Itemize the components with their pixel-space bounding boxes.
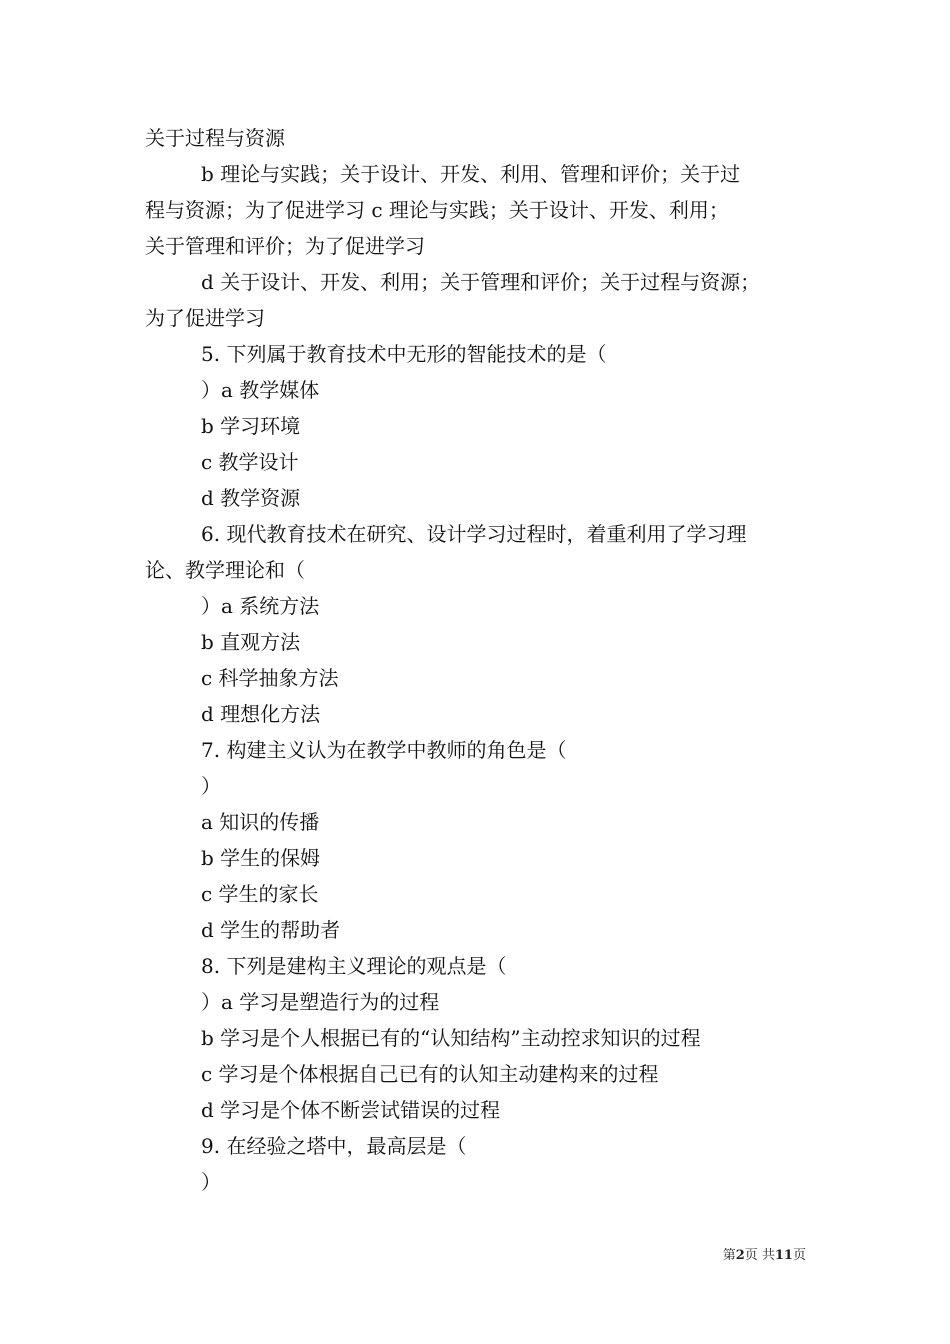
answer-option: b 学生的保姆 (201, 846, 321, 870)
answer-option: c 学生的家长 (201, 882, 319, 906)
answer-option: b 学习是个人根据已有的“认知结构”主动控求知识的过程 (201, 1026, 701, 1050)
page-footer (0, 1247, 806, 1265)
answer-option: ）a 学习是塑造行为的过程 (201, 990, 440, 1014)
answer-option: c 科学抽象方法 (201, 666, 339, 690)
question-stem: 7. 构建主义认为在教学中教师的角色是（ (201, 738, 567, 762)
answer-option: b 直观方法 (201, 630, 301, 654)
question-stem: 5. 下列属于教育技术中无形的智能技术的是（ (201, 342, 607, 366)
question-stem: ） (201, 1170, 221, 1194)
text-line: b 理论与实践；关于设计、开发、利用、管理和评价；关于过 (201, 162, 741, 186)
footer-suffix: 页 (792, 1248, 806, 1263)
text-line: d 关于设计、开发、利用；关于管理和评价；关于过程与资源； (201, 270, 761, 294)
answer-option: c 教学设计 (201, 450, 299, 474)
answer-option: d 学生的帮助者 (201, 918, 341, 942)
answer-option: ）a 教学媒体 (201, 378, 320, 402)
question-stem: 6. 现代教育技术在研究、设计学习过程时，着重利用了学习理 (201, 522, 747, 546)
text-line: 关于过程与资源 (145, 126, 285, 150)
current-page-number: 2 (735, 1248, 745, 1263)
text-line: 为了促进学习 (145, 306, 265, 330)
question-stem: 9. 在经验之塔中，最高层是（ (201, 1134, 467, 1158)
footer-prefix: 第 (722, 1248, 736, 1263)
page-body (145, 120, 815, 1200)
answer-option: b 学习环境 (201, 414, 301, 438)
answer-option: d 理想化方法 (201, 702, 321, 726)
text-line: 程与资源；为了促进学习 c 理论与实践；关于设计、开发、利用； (145, 198, 729, 222)
answer-option: d 学习是个体不断尝试错误的过程 (201, 1098, 501, 1122)
total-page-count: 11 (774, 1248, 793, 1263)
answer-option: ）a 系统方法 (201, 594, 320, 618)
question-stem: 8. 下列是建构主义理论的观点是（ (201, 954, 507, 978)
answer-option: c 学习是个体根据自己已有的认知主动建构来的过程 (201, 1062, 659, 1086)
answer-option: a 知识的传播 (201, 810, 320, 834)
question-stem: ） (201, 774, 221, 798)
text-line: 关于管理和评价；为了促进学习 (145, 234, 425, 258)
question-stem: 论、教学理论和（ (145, 558, 305, 582)
footer-middle: 页 共 (744, 1248, 775, 1263)
answer-option: d 教学资源 (201, 486, 301, 510)
